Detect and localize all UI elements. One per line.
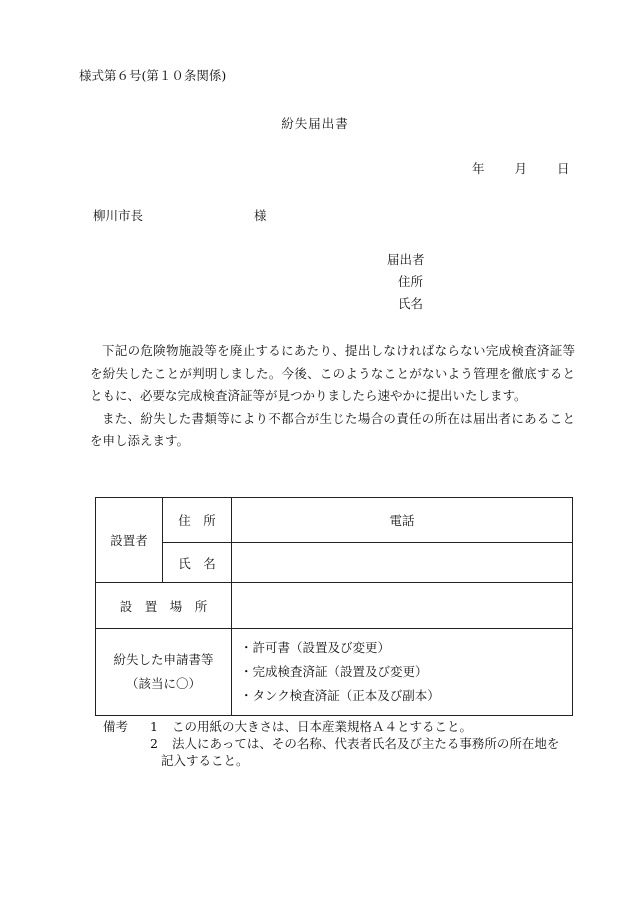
date-year-label: 年 [472, 161, 485, 176]
installer-name-cell [232, 543, 573, 583]
date-line [472, 159, 570, 177]
lost-documents-list [232, 629, 573, 716]
applicant-block [387, 249, 425, 315]
applicant-label: 届出者 [387, 252, 425, 267]
installer-label: 設置者 [96, 498, 163, 583]
notes-label: 備考 [103, 719, 129, 734]
addressee-honorific: 様 [254, 208, 267, 223]
body-text [90, 340, 575, 453]
note-continuation: 記入すること。 [161, 753, 249, 768]
location-cell [232, 583, 573, 629]
installer-address-cell [232, 498, 573, 543]
lost-documents-label-line1: 紛失した申請書等 [113, 652, 214, 667]
lost-documents-label-line2: （該当に〇） [125, 676, 201, 691]
date-month-label: 月 [514, 161, 528, 176]
addressee-name: 柳川市長 [93, 208, 144, 223]
installer-address-label: 住 所 [163, 498, 232, 543]
applicant-address-label: 住所 [398, 274, 424, 289]
body-paragraph-2: また、紛失した書類等により不都合が生じた場合の責任の所在は届出者にあることを申し添えます。 [90, 410, 575, 448]
installer-name-label: 氏 名 [163, 543, 232, 583]
notes-section [103, 718, 559, 769]
body-paragraph-1: 下記の危険物施設等を廃止するにあたり、提出しなければならない完成検査済証等を紛失したことが判明しました。今後、このようなことがないよう管理を徹底するとともに、必要な完成検査済証等が見つかりましたら速やかに提出いたします。 [90, 343, 575, 403]
date-day-label: 日 [557, 161, 570, 176]
note-text: 法人にあっては、その名称、代表者氏名及び主たる事務所の所在地を [172, 736, 560, 751]
facility-table [95, 497, 573, 716]
lost-document-item: ・タンク検査済証（正本及び副本） [240, 688, 440, 703]
phone-label: 電話 [389, 513, 415, 528]
note-number: 2 [150, 736, 158, 751]
document-title: 紛失届出書 [281, 116, 349, 131]
note-number: 1 [150, 719, 158, 734]
location-label: 設 置 場 所 [96, 583, 232, 629]
lost-document-item: ・完成検査済証（設置及び変更） [240, 664, 428, 679]
form-number: 様式第６号(第１０条関係) [79, 68, 227, 83]
note-text: この用紙の大きさは、日本産業規格Ａ４とすること。 [172, 719, 473, 734]
lost-documents-label [96, 629, 232, 716]
applicant-name-label: 氏名 [398, 296, 424, 311]
lost-document-item: ・許可書（設置及び変更） [240, 640, 391, 655]
